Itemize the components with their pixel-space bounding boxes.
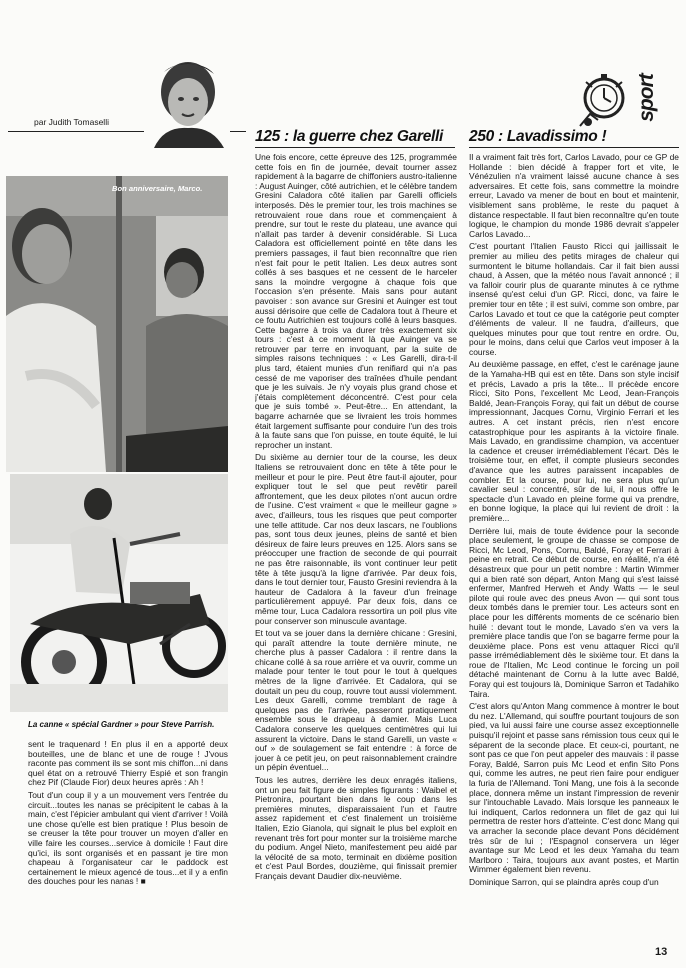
cane-caption: La canne « spécial Gardner » pour Steve Parrish. — [28, 720, 215, 729]
lavado-column — [469, 153, 679, 928]
lavado-paragraph: C'est alors qu'Anton Mang commence à montrer le bout du nez. L'Allemand, qui souffre pourtant toujours de son pied, va lui aussi faire une course assez exceptionnelle puisqu'il rejoint et passe sans rémission tous ceux qui le séparent de la seconde place. Et ceux-ci, pourtant, ne sont pas ce que l'on peut appeler des mauvais : il passe Foray, Baldé, Sarron puis Mc Leod et enfin Sito Pons qui, comme les autres, ne peut rien faire pour endiguer la furia de l'Allemand. Toni Mang, une fois à la seconde place, donnera même un instant l'impression de revenir sur l'intouchable Lavado. Mais lorsque les panneaux le lui indiquent, Carlos redonnera un filet de gaz qui lui permettra de rester hors d'atteinte. C'est donc Mang qui va arracher la seconde place devant Pons décidément très sûr de lui ; l'Espagnol conservera un léger avantage sur Mc Leod et les deux Yamaha du team Marlboro : Taira, toujours aux avant postes, et Martin Wimmer également bien revenu. — [469, 701, 679, 875]
garelli-title: 125 : la guerre chez Garelli — [255, 128, 444, 145]
lavado-paragraph: Derrière lui, mais de toute évidence pour la seconde place seulement, le groupe de chasse se compose de Ricci, Mc Leod, Pons, Cornu, Baldé, Foray et Ferrari à peine en retrait. Ce début de course, en réalité, n'a été désastreux que pour un petit nombre : Martin Wimmer qui a bien raté son départ, Anton Mang qui s'est laissé enfermer, Manfred Herweh et Andy Watts — le seul pilote qui roule avec des pneus Avon — qui sont tous deux tombés dans le premier tour. Les acteurs sont en place pour les différents moments de ce scénario bien huilé : devant tout le monde, Lavado s'en va vers la première place tandis que l'on se bagarre ferme pour la deuxième place. Pons est venu attaquer Ricci qu'il passe irrémédiablement dès le sixième tour. Et dans la roue de l'Italien, Mc Leod continue le forcing un poil détaché maintenant de Cornu à la lutte avec Baldé, Foray qui est toujours là, Dominique Sarron et Tadahiko Taira. — [469, 525, 679, 699]
garelli-title-rule — [255, 147, 455, 148]
sidebar-paragraph: sent le traquenard ! En plus il en a apporté deux bouteilles, une de blanc et une de rouge ! J'vous raconte pas comment ils se sont mis chiffon...ni dans quel état on a retrouvé Thierry Espié et son frangin chez Pif (Claude Fior) deux heures après : Ah ! — [28, 740, 228, 788]
page-number: 13 — [655, 946, 668, 958]
sidebar-paragraph: Tout d'un coup il y a un mouvement vers l'entrée du circuit...toutes les nanas se précipitent le cabas à la main, c'est l'épicier ambulant qui vient d'arriver ! Voilà une chose qu'elle est bien pratique ! Plus besoin de se creuser la tête pour trouver un moyen d'aller en ville faire les courses...service à domicile ! Faut dire qu'ici, ils sont organisés et en passant je tire mon chapeau à l'organisateur car le paddock est certainement le mieux agencé de tous...et il y a enfin des douches pour les nanas ! ■ — [28, 789, 228, 887]
garelli-paragraph: Une fois encore, cette épreuve des 125, programmée cette fois en fin de journée, devait tourner assez rapidement à la bagarre de chiffoniers austro-italienne : August Auinger, côté autrichien, et le célèbre tandem Gresini Caladora côté italien par Garelli officiels interposés. Dès le premier tour, les trois machines se retrouvaient roue dans roue et commençaient à prendre, sur tout le reste du plateau, une avance qui n'allait pas tarder à devenir considérable. Si Luca Caladora est officiellement pointé en tête dans les premiers passages, il faut bien reconnaître que rien n'est fait pour le petit Italien. Les deux autres sont collés à ses basques et ne cessent de le harceler sans la moindre vergogne à chaque fois que l'occasion s'en présente. Mais sans pour autant pavoiser : son avance sur Gresini et Auinger est tout aussi dérisoire que celle de Cadalora tout à l'heure et ce foutu Autrichien est toujours collé à leurs basques. Cette bagarre à trois va durer très exactement six tours : c'est à ce moment là que Auinger va se retrouver par terre en invoquant, par la suite de simples raisons techniques : « Les Garelli, dira-t-il plus tard, étaient munies d'un renifiard qui n'a pas cessé de me vaporiser des traînées d'huile pendant que je les suivais. Je n'y voyais plus grand chose et j'étais complètement déconcentré. C'est pour cela que je suis tombé ». Peut-être... En attendant, la bagarre acharnée que se livraient les trois hommes était largement suffisante pour conduire l'un des trois à la faute sans que l'on puisse, en toute équité, le lui reprocher un instant. — [255, 153, 457, 450]
end-mark: ■ — [140, 876, 146, 887]
garelli-paragraph: Du sixième au dernier tour de la course, les deux Italiens se retrouvaient donc en tête à tête pour le meilleur et pour le pire. Peut être faut-il ajouter, pour expliquer tout le sel que peut revêtir pareil affrontement, que les deux pilotes n'ont aucun ordre de l'usine. C'est vraiment « que le meilleur gagne » avec, d'ailleurs, tous les risques que peut comporter une telle attitude. Car nos deux lascars, ne l'oublions pas, sont tous deux jeunes, pleins de santé et bien désireux de faire leurs preuves en 125. Alors sans se préoccuper une fraction de seconde de qui pourrait ne pas être raisonnable, ils vont continuer leur petit tête à tête jusqu'à la ligne d'arrivée. Par deux fois, dans le tout dernier tour, Fausto Gresini reviendra à la hauteur de Cadalora à la faveur d'un freinage particulièrement appuyé. Par deux fois, dans ce même tour, Luca Cadalora ressortira un poil plus vite pour conserver son minuscule avantage. — [255, 452, 457, 626]
sport-logo — [574, 62, 670, 134]
riders-photo — [6, 176, 228, 472]
sport-logo-text: sport — [635, 74, 658, 122]
lavado-title: 250 : Lavadissimo ! — [469, 128, 607, 145]
lavado-paragraph: C'est pourtant l'Italien Fausto Ricci qui jaillissait le premier au milieu des petits mirages de chaleur qui surmontent le bitume hollandais. Car il fait bien aussi chaud, à Assen, que la météo nous l'avait annoncé ; il va falloir courir plus de quarante minutes à ce rythme insensé qu'est celui d'un GP. Ricci, donc, va faire le premier tour en tête ; il est suivi, comme son ombre, par Carlos Lavado et tout ce que la catégorie peut compter d'éléments de valeur. Il ne faudra, d'ailleurs, que quelques minutes pour que tout rentre en ordre. Ou, pour le moins, dans celui que Carlos veut imposer à la course. — [469, 241, 679, 357]
sidebar-column — [28, 740, 228, 940]
birthday-caption: Bon anniversaire, Marco. — [112, 184, 203, 193]
garelli-paragraph: Et tout va se jouer dans la dernière chicane : Gresini, qui paraît attendre la toute dernière minute, ne cherche plus à passer Cadalora : il rentre dans la chicane collé à sa roue arrière et va ouvrir, comme un malade pour tenter le tout pour le tout à quelques mètres de la ligne d'arrivée. Et Cadalora, qui se doutait un peu du coup, rouvre tout aussi violemment. Les deux Garelli, comme tremblant de rage à quelques pas de l'arrivée, passeront pratiquement ensemble sous le drapeau à damier. Mais Luca Cadalora conserve les quelques centimètres qui lui assurent la victoire. Dans le stand Garelli, un vaste « ouf » de soulagement se fait entendre : à force de jouer à ce petit jeu, on peut raisonnablement craindre un pépin éventuel... — [255, 628, 457, 773]
garelli-column — [255, 153, 457, 943]
lavado-paragraph: Dominique Sarron, qui se plaindra après coup d'un — [469, 876, 659, 887]
lavado-title-rule — [469, 147, 679, 148]
author-portrait-photo — [144, 52, 230, 148]
byline: par Judith Tomaselli — [34, 117, 109, 127]
cane-bike-photo — [10, 474, 228, 712]
garelli-paragraph: Tous les autres, derrière les deux enragés italiens, ont un peu fait figure de simples figurants : Waibel et Pietronira, pourtant bien dans le coup dans les premières minutes, disparaissaient l'un et l'autre assez rapidement et c'est finalement un troisième Italien, Ezio Gianola, qui signait le plus bel exploit en revenant très fort pour monter sur la troisième marche du podium. Angel Nieto, manifestement peu aidé par la vélocité de sa moto, terminait en dixième position et c'est Paul Bordes, douzième, qui finissait premier Français devant Daudier dix-neuvième. — [255, 775, 457, 881]
lavado-paragraph: Au deuxième passage, en effet, c'est le carénage jaune de la Yamaha-HB qui est en tête. Dans son style incisif et précis, Lavado a pris la tête... Il précède encore Ricci, Sito Pons, l'excellent Mc Leod, Jean-François Baldé, Jean-François Foray, qui fait un début de course impressionnant, Jacques Cornu, Virginio Ferrari et les autres. A cet instant précis, rien n'est encore catastrophique pour les aspirants à la victoire finale. Mais Lavado, en grandissime champion, va accentuer la cadence et creuser irrémédiablement l'écart. Dès le troisième tour, en effet, il compte plusieurs secondes d'avance que les autres paraissent incapables de combler. Et la course, pour lui, ne sera plus qu'un cavalier seul : concentré, sûr de lui, il nous offre le spectacle d'un Lavado en pleine forme qui va prendre, en bonne logique, la place qui lui revient de droit : la première... — [469, 359, 679, 523]
lavado-paragraph: Il a vraiment fait très fort, Carlos Lavado, pour ce GP de Hollande : bien décidé à frapper fort et vite, le Vénézulien n'a vraiment laissé aucune chance à ses adversaires. Et cette fois, sans commettre la moindre erreur, Lavado va mener de bout en bout et maintenir, visiblement sans problème, le reste du paquet à distance respectable. Il faut bien reconnaître qu'en toute logique, le champion du monde 1986 devrait s'appeler Carlos Lavado... — [469, 153, 679, 239]
